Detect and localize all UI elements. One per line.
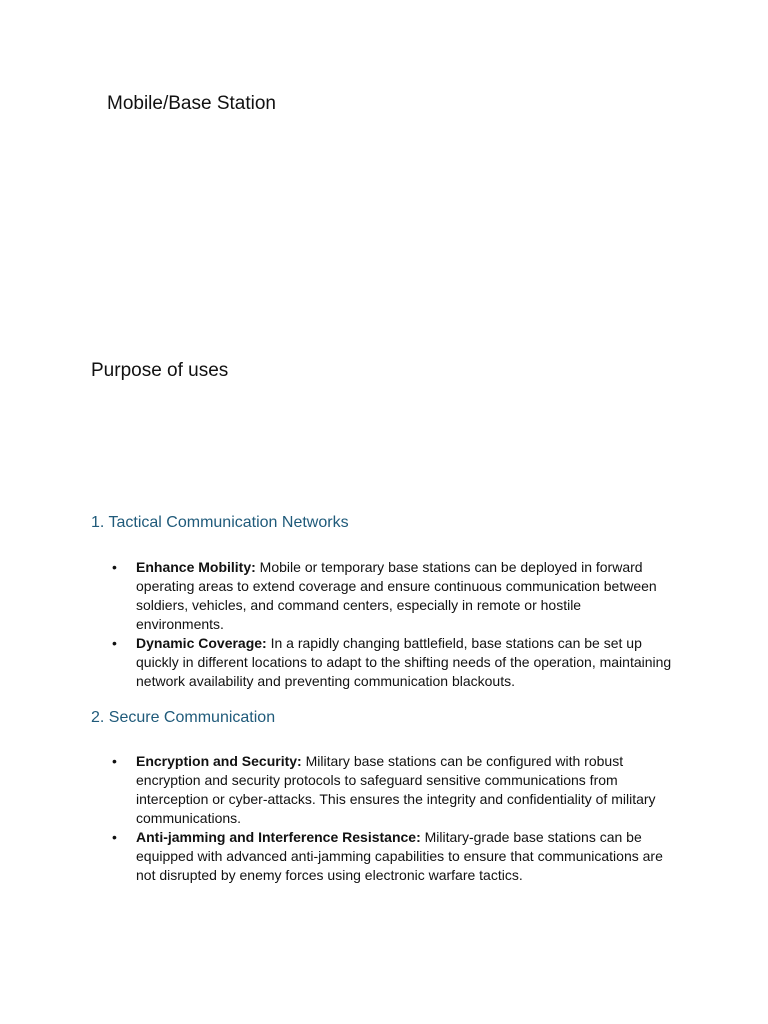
- item-term: Anti-jamming and Interference Resistance:: [136, 829, 421, 845]
- list-item: [112, 558, 672, 634]
- item-term: Encryption and Security:: [136, 753, 302, 769]
- item-text: Military base stations can be configured with robust encryption and security protocols to safeguard sensitive communications from interception or cyber-attacks. This ensures the integrity and confidentiality of military communications.: [136, 753, 656, 826]
- item-term: Dynamic Coverage:: [136, 635, 267, 651]
- section-1-title: 1. Tactical Communication Networks: [91, 514, 349, 531]
- section-1-list: [112, 558, 672, 691]
- list-item: [112, 634, 672, 691]
- bullet-icon: •: [112, 635, 117, 651]
- list-item: [112, 828, 672, 885]
- bullet-icon: •: [112, 829, 117, 845]
- bullet-icon: •: [112, 753, 117, 769]
- list-item: [112, 752, 672, 828]
- item-text: Mobile or temporary base stations can be deployed in forward operating areas to extend coverage and ensure continuous communication between soldiers, vehicles, and command centers, especially in remote or hostile environments.: [136, 559, 657, 632]
- purpose-heading: Purpose of uses: [91, 360, 229, 381]
- section-2-list: [112, 752, 672, 885]
- item-term: Enhance Mobility:: [136, 559, 256, 575]
- section-2-title: 2. Secure Communication: [91, 709, 276, 726]
- item-text: Military-grade base stations can be equipped with advanced anti-jamming capabilities to ensure that communications are not disrupted by enemy forces using electronic warfare tactics.: [136, 829, 663, 883]
- item-text: In a rapidly changing battlefield, base stations can be set up quickly in different locations to adapt to the shifting needs of the operation, maintaining network availability and preventing communication blackouts.: [136, 635, 672, 689]
- bullet-icon: •: [112, 559, 117, 575]
- document-title: Mobile/Base Station: [107, 93, 276, 114]
